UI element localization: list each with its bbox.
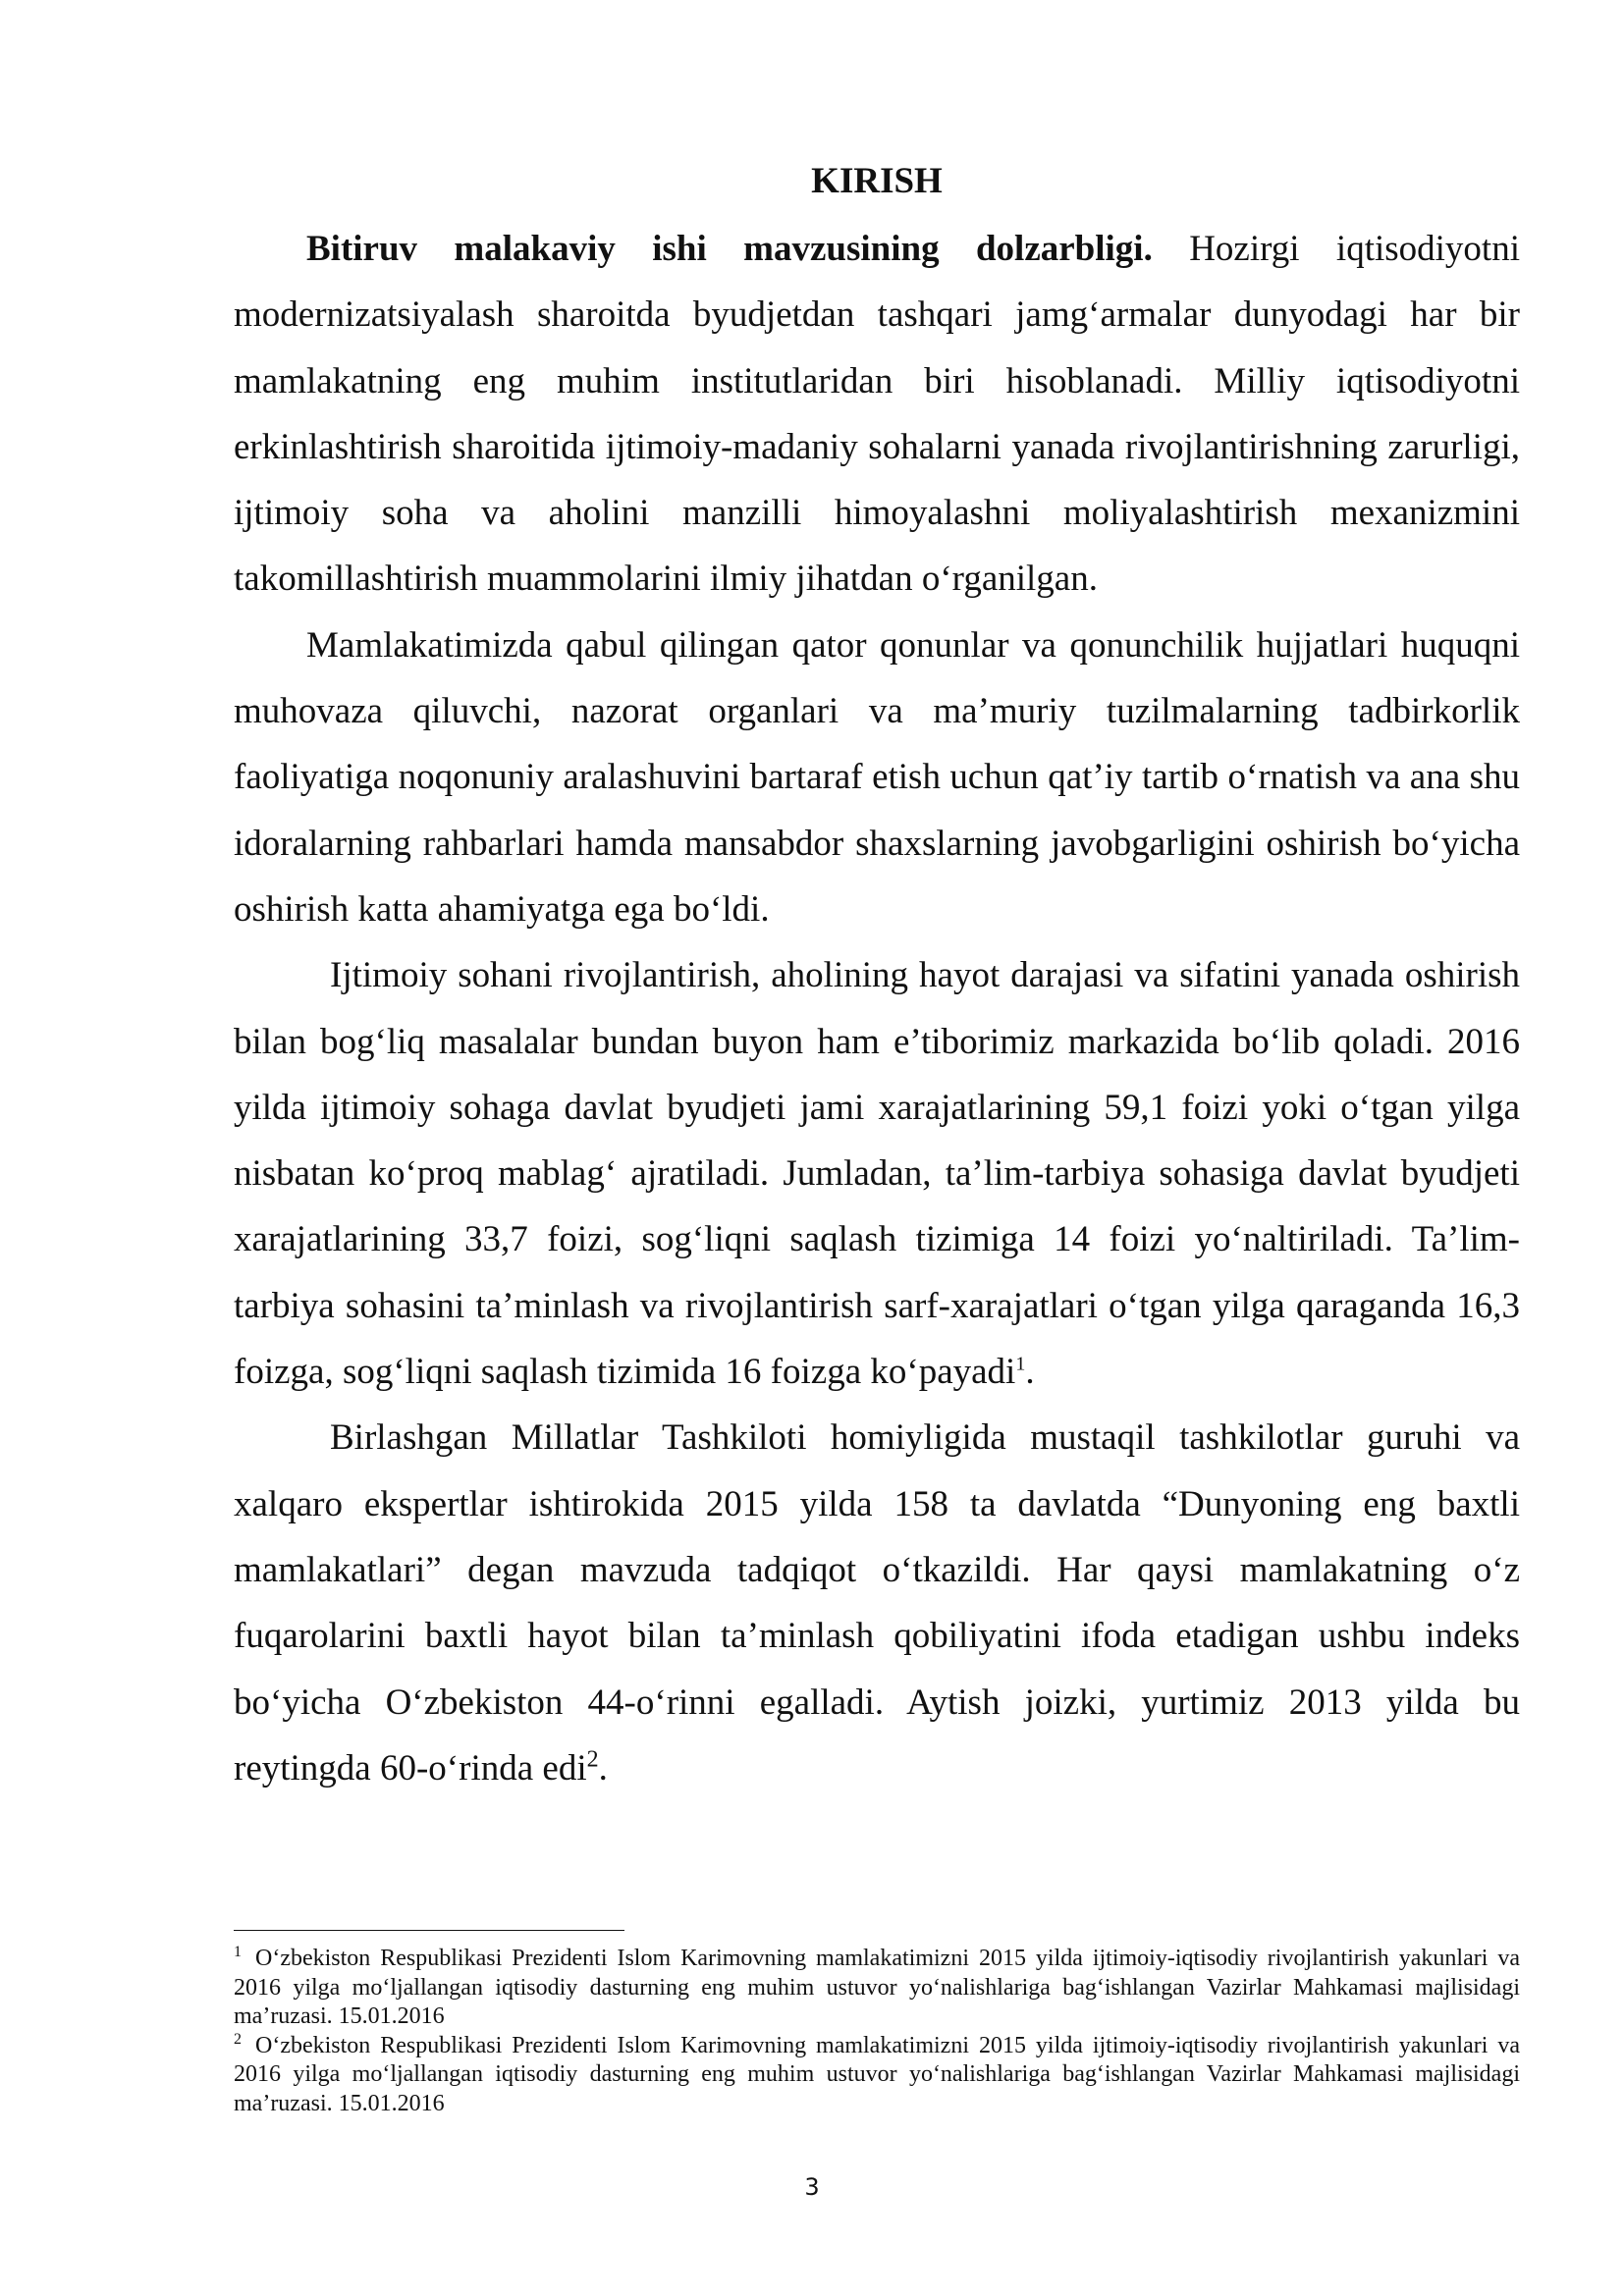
relevance-text: Hozirgi iqtisodiyotni modernizatsiyalash sharoitda byudjetdan tashqari jamg‘armalar dunyodagi har bir mamlakatning eng muhim institutlaridan biri hisoblanadi. Milliy iqtisodiyotni erkinlashtirish sharoitida ijtimoiy-madaniy sohalarni yanada rivojlantirishning zarurligi, ijtimoiy soha va aholini manzilli himoyalashni moliyalashtirish mexanizmini takomillashtirish muammolarini ilmiy jihatdan o‘rganilgan. <box>234 229 1520 600</box>
paragraph-social-sphere <box>234 942 1520 1405</box>
footnote-1 <box>234 1945 1520 2032</box>
social-sphere-text: Ijtimoiy sohani rivojlantirish, aholining hayot darajasi va sifatini yanada oshirish bilan bog‘liq masalalar bundan buyon ham e’tiborimiz markazida bo‘lib qoladi. 2016 yilda ijtimoiy sohaga davlat byudjeti jami xarajatlarining 59,1 foizi yoki o‘tgan yilga nisbatan ko‘proq mablag‘ ajratiladi. Jumladan, ta’lim-tarbiya sohasiga davlat byudjeti xarajatlarining 33,7 foizi, sog‘liqni saqlash tizimiga 14 foizi yo‘naltiriladi. Ta’lim-tarbiya sohasini ta’minlash va rivojlantirish sarf-xarajatlari o‘tgan yilga qaraganda 16,3 foizga, sog‘liqni saqlash tizimida 16 foizga ko‘payadi <box>234 955 1520 1393</box>
paragraph-happiness-index <box>234 1405 1520 1801</box>
footnote-1-number: 1 <box>234 1944 242 1960</box>
happiness-index-end: . <box>598 1747 608 1789</box>
page-number: 3 <box>804 2173 820 2201</box>
footnote-2-text: O‘zbekiston Respublikasi Prezidenti Islom Karimovning mamlakatimizni 2015 yilda ijtimoiy-iqtisodiy rivojlantirish yakunlari va 2016 yilga mo‘ljallangan iqtisodiy dasturning eng muhim ustuvor yo‘nalishlariga bag‘ishlangan Vazirlar Mahkamasi majlisidagi ma’ruzasi. 15.01.2016 <box>234 2032 1520 2116</box>
footnote-separator <box>234 1930 624 1931</box>
section-title: KIRISH <box>811 161 943 201</box>
social-sphere-end: . <box>1025 1352 1035 1393</box>
footnotes-section <box>234 1930 1520 2118</box>
footnote-2-number: 2 <box>234 2030 242 2048</box>
footnote-1-text: O‘zbekiston Respublikasi Prezidenti Islom Karimovning mamlakatimizni 2015 yilda ijtimoiy-iqtisodiy rivojlantirish yakunlari va 2016 yilga mo‘ljallangan iqtisodiy dasturning eng muhim ustuvor yo‘nalishlariga bag‘ishlangan Vazirlar Mahkamasi majlisidagi ma’ruzasi. 15.01.2016 <box>234 1946 1520 2029</box>
happiness-index-text: Birlashgan Millatlar Tashkiloti homiyligida mustaqil tashkilotlar guruhi va xalqaro ekspertlar ishtirokida 2015 yilda 158 ta davlatda “Dunyoning eng baxtli mamlakatlari” degan mavzuda tadqiqot o‘tkazildi. Har qaysi mamlakatning o‘z fuqarolarini baxtli hayot bilan ta’minlash qobiliyatini ifoda etadigan ushbu indeks bo‘yicha O‘zbekiston 44-o‘rinni egalladi. Aytish joizki, yurtimiz 2013 yilda bu reytingda 60-o‘rinda edi <box>234 1417 1520 1789</box>
main-content <box>234 147 1520 1801</box>
footnote-reference-1[interactable]: 1 <box>1015 1353 1026 1375</box>
footnote-reference-2[interactable]: 2 <box>586 1746 599 1773</box>
footnote-2 <box>234 2032 1520 2119</box>
paragraph-relevance <box>234 216 1520 613</box>
relevance-heading: Bitiruv malakaviy ishi mavzusining dolzarbligi. <box>306 229 1153 269</box>
paragraph-laws: Mamlakatimizda qabul qilingan qator qonunlar va qonunchilik hujjatlari huquqni muhovaza qiluvchi, nazorat organlari va ma’muriy tuzilmalarning tadbirkorlik faoliyatiga noqonuniy aralashuvini bartaraf etish uchun qat’iy tartib o‘rnatish va ana shu idoralarning rahbarlari hamda mansabdor shaxslarning javobgarligini oshirish bo‘yicha oshirish katta ahamiyatga ega bo‘ldi. <box>234 624 1520 930</box>
